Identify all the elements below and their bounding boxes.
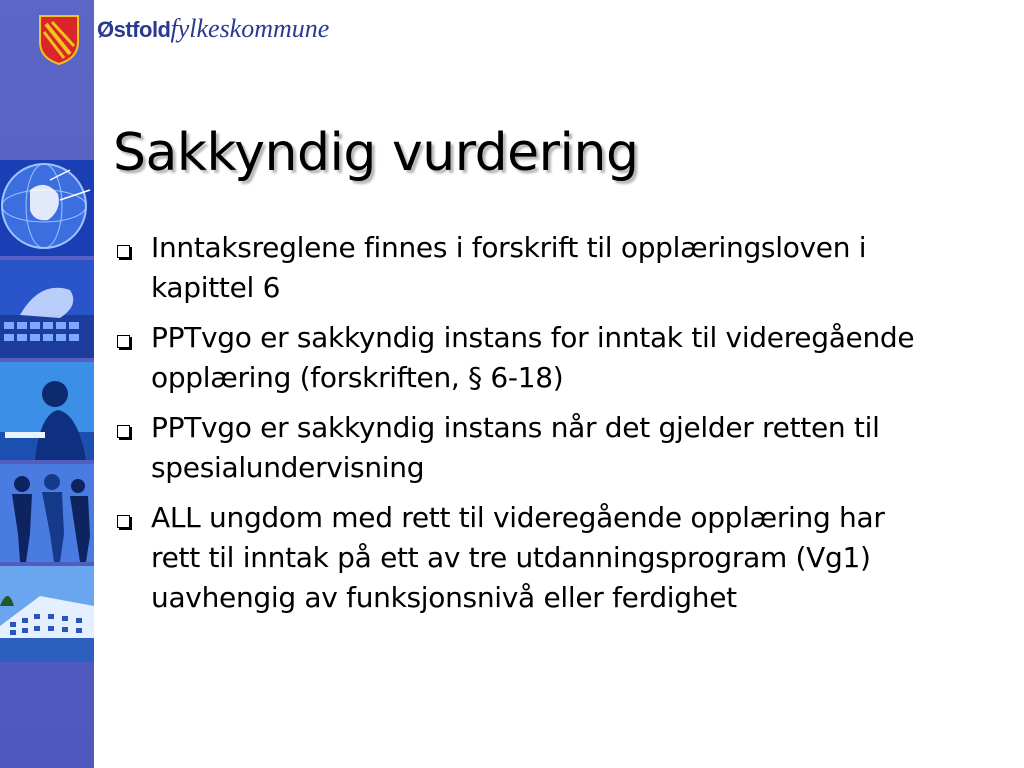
bullet-item	[110, 318, 940, 398]
bullet-text: Inntaksreglene finnes i forskrift til opplæringsloven i kapittel 6	[151, 231, 867, 304]
org-name-bold: Østfold	[97, 17, 171, 42]
bullet-list	[110, 228, 940, 628]
checkbox-bullet-icon	[117, 335, 130, 348]
building-photo	[0, 566, 94, 662]
checkbox-bullet-icon	[117, 245, 130, 258]
woman-photo	[0, 362, 94, 460]
bullet-text: PPTvgo er sakkyndig instans når det gjelder retten til spesialundervisning	[151, 411, 880, 484]
org-name-italic: fylkeskommune	[170, 14, 330, 43]
crest-icon	[38, 14, 80, 66]
globe-photo	[0, 160, 94, 256]
logo-area	[38, 12, 80, 68]
bullet-item	[110, 408, 940, 488]
left-sidebar	[0, 0, 94, 768]
checkbox-bullet-icon	[117, 425, 130, 438]
bullet-text: ALL ungdom med rett til videregående opplæring har rett til inntak på ett av tre utdanningsprogram (Vg1) uavhengig av funksjonsnivå eller ferdighet	[151, 501, 885, 614]
bullet-item	[110, 498, 940, 618]
bullet-text: PPTvgo er sakkyndig instans for inntak til videregående opplæring (forskriften, § 6-18)	[151, 321, 915, 394]
organization-name	[97, 14, 329, 45]
slide-title: Sakkyndig vurdering	[113, 123, 639, 183]
keyboard-photo	[0, 260, 94, 358]
checkbox-bullet-icon	[117, 515, 130, 528]
bullet-item	[110, 228, 940, 308]
people-photo	[0, 464, 94, 562]
